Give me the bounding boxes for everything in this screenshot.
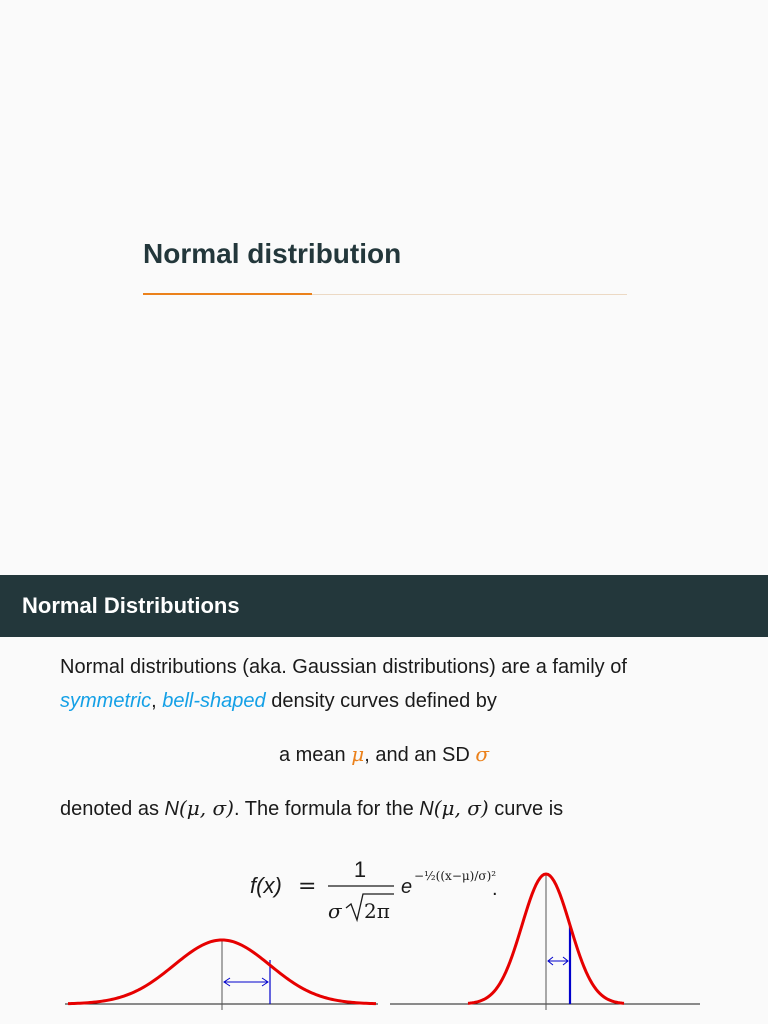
formula-base: e [401, 876, 413, 898]
denoted-suffix: curve is [494, 798, 564, 820]
progress-bar-fill [143, 293, 312, 295]
mean-prefix: a mean [278, 744, 346, 766]
comma: , [151, 690, 157, 712]
denoted-mid: . The formula for the [233, 798, 414, 820]
narrow-curve-plot [390, 874, 700, 1010]
sd-prefix: , and an SD [364, 744, 470, 766]
n-notation-2: N [419, 798, 434, 820]
sigma-symbol: σ [475, 742, 490, 766]
bell-shaped-term: bell-shaped [162, 690, 266, 712]
body-line-2 [60, 690, 497, 713]
density-curves [0, 860, 768, 1024]
wide-curve-plot [65, 940, 378, 1010]
body-line-2-rest: density curves defined by [271, 690, 497, 712]
body-line-1: Normal distributions (aka. Gaussian distributions) are a family of [60, 656, 627, 678]
n-args-2: (μ, σ) [433, 796, 489, 820]
frame-header [0, 575, 768, 637]
formula-lhs: f(x) [250, 873, 282, 898]
formula-equals: = [298, 874, 317, 899]
formula-exponent: −½((x−μ)/σ)² [414, 869, 497, 883]
section-title: Normal distribution [143, 238, 402, 269]
body-line-3 [0, 742, 768, 767]
n-args-1: (μ, σ) [179, 796, 234, 820]
formula-numerator: 1 [353, 857, 367, 882]
body-line-4 [60, 796, 563, 821]
formula-denominator-root: 2π [364, 899, 390, 923]
formula-denominator-sigma: σ [328, 899, 342, 923]
symmetric-term: symmetric [60, 690, 152, 712]
frame-title: Normal Distributions [22, 593, 240, 618]
n-notation-1: N [164, 798, 179, 820]
denoted-prefix: denoted as [60, 798, 159, 820]
formula-period: . [492, 878, 498, 900]
mu-symbol: μ [351, 742, 365, 766]
